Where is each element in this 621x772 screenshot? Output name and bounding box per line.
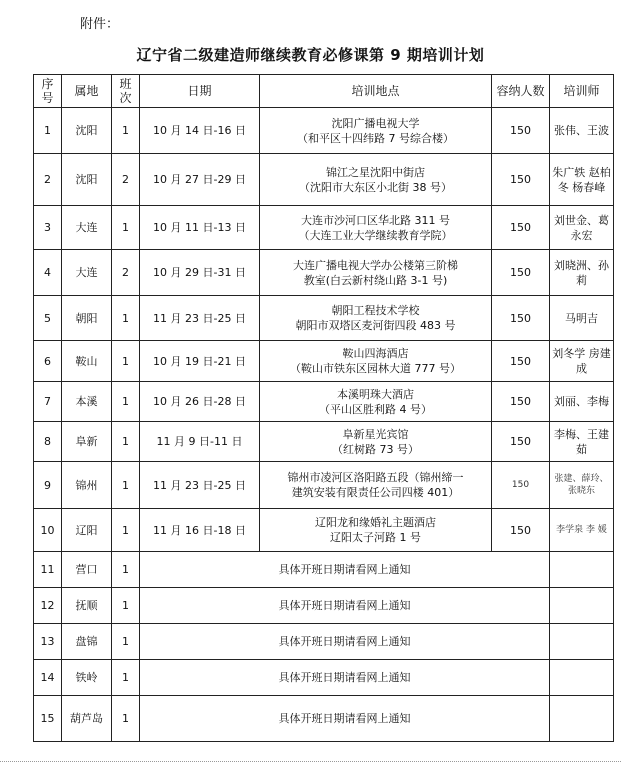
table-row xyxy=(34,552,614,588)
row-trainer-empty xyxy=(550,588,614,624)
row-batch: 1 xyxy=(112,660,140,696)
row-capacity: 150 xyxy=(492,154,550,206)
location-line-2: 辽阳太子河路 1 号 xyxy=(330,531,421,544)
row-number: 3 xyxy=(34,206,62,250)
location-line-2: 教室(白云新村绕山路 3-1 号) xyxy=(303,273,448,287)
row-location xyxy=(260,108,492,154)
row-date: 10 月 27 日-29 日 xyxy=(140,154,260,206)
row-trainer: 马明吉 xyxy=(550,296,614,341)
row-capacity: 150 xyxy=(492,250,550,296)
row-location xyxy=(260,154,492,206)
row-region: 大连 xyxy=(62,206,112,250)
row-region: 朝阳 xyxy=(62,296,112,341)
row-number: 9 xyxy=(34,462,62,509)
row-notice: 具体开班日期请看网上通知 xyxy=(140,624,550,660)
header-row xyxy=(34,75,614,108)
row-number: 14 xyxy=(34,660,62,696)
row-trainer-empty xyxy=(550,552,614,588)
row-batch: 2 xyxy=(112,154,140,206)
row-trainer: 刘晓洲、孙莉 xyxy=(550,250,614,296)
row-region: 鞍山 xyxy=(62,341,112,382)
row-region: 抚顺 xyxy=(62,588,112,624)
row-number: 13 xyxy=(34,624,62,660)
location-line-1: 辽阳龙和缘婚礼主题酒店 xyxy=(315,516,436,529)
row-date: 10 月 29 日-31 日 xyxy=(140,250,260,296)
row-batch: 1 xyxy=(112,588,140,624)
location-line-2: 朝阳市双塔区麦河街四段 483 号 xyxy=(295,319,456,332)
row-region: 葫芦岛 xyxy=(62,696,112,742)
row-trainer: 张建、薛玲、张晓东 xyxy=(550,462,614,509)
row-capacity: 150 xyxy=(492,206,550,250)
attachment-label: 附件： xyxy=(80,17,120,32)
row-capacity: 150 xyxy=(492,509,550,552)
location-line-2: （沈阳市大东区小北街 38 号） xyxy=(299,180,452,194)
row-notice: 具体开班日期请看网上通知 xyxy=(140,552,550,588)
row-batch: 1 xyxy=(112,624,140,660)
row-trainer: 张伟、王波 xyxy=(550,108,614,154)
row-number: 6 xyxy=(34,341,62,382)
row-capacity: 150 xyxy=(492,462,550,509)
header-trainer: 培训师 xyxy=(550,75,614,108)
row-region: 大连 xyxy=(62,250,112,296)
row-batch: 1 xyxy=(112,422,140,462)
location-line-1: 鞍山四海酒店 xyxy=(342,347,409,360)
row-trainer: 李梅、王建茹 xyxy=(550,422,614,462)
row-date: 10 月 14 日-16 日 xyxy=(140,108,260,154)
row-number: 5 xyxy=(34,296,62,341)
row-batch: 1 xyxy=(112,341,140,382)
page-footer-rule xyxy=(0,755,621,762)
row-notice: 具体开班日期请看网上通知 xyxy=(140,588,550,624)
row-region: 营口 xyxy=(62,552,112,588)
table-row xyxy=(34,382,614,422)
location-line-2: （红树路 73 号） xyxy=(332,442,419,456)
header-date: 日期 xyxy=(140,75,260,108)
table-row xyxy=(34,509,614,552)
row-capacity: 150 xyxy=(492,296,550,341)
table-row xyxy=(34,588,614,624)
header-region: 属地 xyxy=(62,75,112,108)
row-location xyxy=(260,509,492,552)
row-notice: 具体开班日期请看网上通知 xyxy=(140,696,550,742)
row-trainer-empty xyxy=(550,696,614,742)
location-line-1: 大连市沙河口区华北路 311 号 xyxy=(301,213,450,227)
row-capacity: 150 xyxy=(492,108,550,154)
row-trainer: 李学泉 李 媛 xyxy=(550,509,614,552)
row-location xyxy=(260,341,492,382)
row-number: 2 xyxy=(34,154,62,206)
row-date: 10 月 26 日-28 日 xyxy=(140,382,260,422)
location-line-2: （平山区胜利路 4 号） xyxy=(319,402,432,416)
row-capacity: 150 xyxy=(492,382,550,422)
location-line-2: （鞍山市铁东区园林大道 777 号） xyxy=(290,362,461,375)
training-schedule-table xyxy=(33,74,614,742)
table-row xyxy=(34,422,614,462)
row-region: 本溪 xyxy=(62,382,112,422)
location-line-1: 锦江之星沈阳中街店 xyxy=(326,165,425,179)
table-row xyxy=(34,250,614,296)
location-line-1: 本溪明珠大酒店 xyxy=(337,387,414,401)
row-location xyxy=(260,422,492,462)
table-row xyxy=(34,108,614,154)
row-trainer-empty xyxy=(550,660,614,696)
table-row xyxy=(34,154,614,206)
row-batch: 1 xyxy=(112,296,140,341)
row-batch: 2 xyxy=(112,250,140,296)
row-date: 10 月 19 日-21 日 xyxy=(140,341,260,382)
row-notice: 具体开班日期请看网上通知 xyxy=(140,660,550,696)
row-batch: 1 xyxy=(112,108,140,154)
row-region: 阜新 xyxy=(62,422,112,462)
row-region: 铁岭 xyxy=(62,660,112,696)
header-no: 序号 xyxy=(34,75,62,108)
table-row xyxy=(34,696,614,742)
row-region: 盘锦 xyxy=(62,624,112,660)
location-line-1: 锦州市凌河区洛阳路五段（锦州缔一 xyxy=(287,471,464,484)
row-region: 沈阳 xyxy=(62,154,112,206)
row-date: 10 月 11 日-13 日 xyxy=(140,206,260,250)
location-line-1: 大连广播电视大学办公楼第三阶梯 xyxy=(293,258,458,272)
table-row xyxy=(34,624,614,660)
row-trainer: 刘冬学 房建成 xyxy=(550,341,614,382)
row-batch: 1 xyxy=(112,206,140,250)
table-row xyxy=(34,660,614,696)
row-batch: 1 xyxy=(112,462,140,509)
header-batch: 班次 xyxy=(112,75,140,108)
table-row xyxy=(34,341,614,382)
table-row xyxy=(34,296,614,341)
location-line-1: 沈阳广播电视大学 xyxy=(331,116,420,130)
row-region: 沈阳 xyxy=(62,108,112,154)
row-region: 锦州 xyxy=(62,462,112,509)
row-batch: 1 xyxy=(112,382,140,422)
row-date: 11 月 23 日-25 日 xyxy=(140,296,260,341)
header-location: 培训地点 xyxy=(260,75,492,108)
table-row xyxy=(34,206,614,250)
row-number: 1 xyxy=(34,108,62,154)
row-region: 辽阳 xyxy=(62,509,112,552)
row-batch: 1 xyxy=(112,552,140,588)
row-number: 10 xyxy=(34,509,62,552)
row-location xyxy=(260,250,492,296)
row-location xyxy=(260,382,492,422)
location-line-2: （和平区十四纬路 7 号综合楼） xyxy=(297,131,454,145)
row-location xyxy=(260,296,492,341)
row-batch: 1 xyxy=(112,696,140,742)
row-trainer: 刘丽、李梅 xyxy=(550,382,614,422)
row-date: 11 月 23 日-25 日 xyxy=(140,462,260,509)
row-number: 15 xyxy=(34,696,62,742)
row-number: 4 xyxy=(34,250,62,296)
table-row xyxy=(34,462,614,509)
row-trainer-empty xyxy=(550,624,614,660)
row-capacity: 150 xyxy=(492,422,550,462)
row-location xyxy=(260,462,492,509)
row-number: 12 xyxy=(34,588,62,624)
row-number: 11 xyxy=(34,552,62,588)
row-batch: 1 xyxy=(112,509,140,552)
location-line-1: 朝阳工程技术学校 xyxy=(331,304,420,317)
row-location xyxy=(260,206,492,250)
row-capacity: 150 xyxy=(492,341,550,382)
row-trainer: 朱广轶 赵柏冬 杨春峰 xyxy=(550,154,614,206)
row-trainer: 刘世金、葛永宏 xyxy=(550,206,614,250)
location-line-2: 建筑安装有限责任公司四楼 401） xyxy=(291,486,460,499)
header-capacity: 容纳人数 xyxy=(492,75,550,108)
row-date: 11 月 16 日-18 日 xyxy=(140,509,260,552)
row-date: 11 月 9 日-11 日 xyxy=(140,422,260,462)
location-line-1: 阜新星光宾馆 xyxy=(342,427,409,441)
document-title: 辽宁省二级建造师继续教育必修课第 9 期培训计划 xyxy=(136,46,485,64)
location-line-2: （大连工业大学继续教育学院） xyxy=(298,228,453,242)
row-number: 8 xyxy=(34,422,62,462)
row-number: 7 xyxy=(34,382,62,422)
